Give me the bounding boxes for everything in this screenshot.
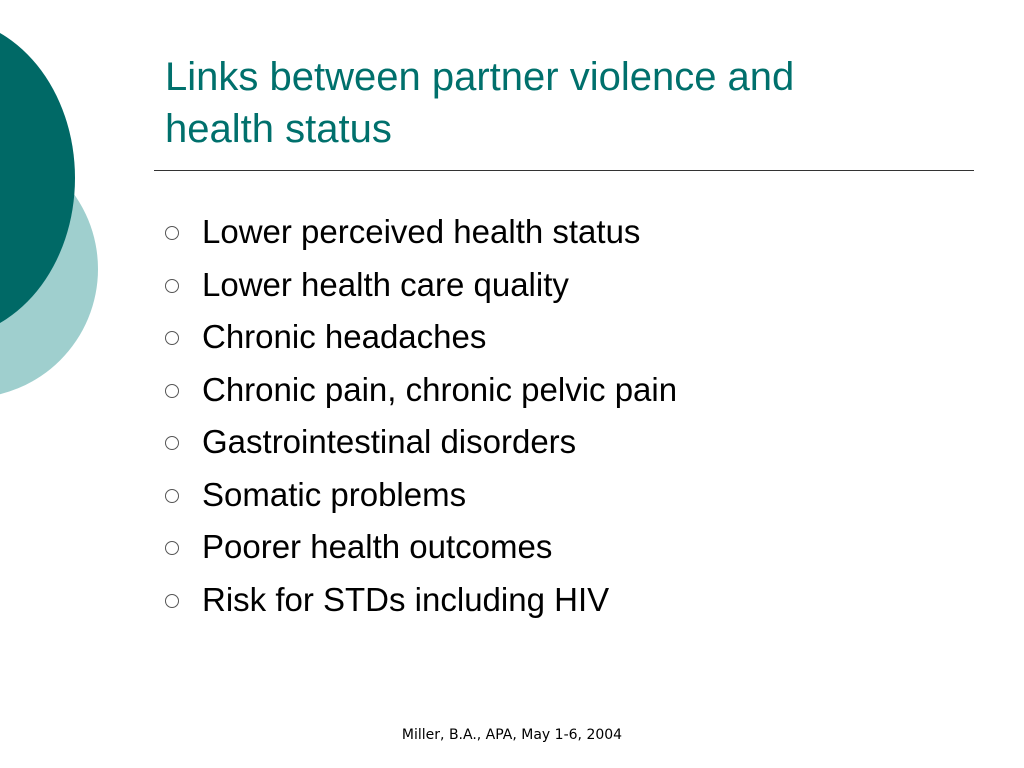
bullet-text: Risk for STDs including HIV (202, 580, 610, 618)
list-item (165, 364, 677, 417)
hollow-circle-bullet-icon (165, 226, 179, 240)
bullet-text: Gastrointestinal disorders (202, 423, 577, 461)
bullet-text: Poorer health outcomes (202, 528, 553, 566)
hollow-circle-bullet-icon (165, 541, 179, 555)
hollow-circle-bullet-icon (165, 331, 179, 345)
hollow-circle-bullet-icon (165, 279, 179, 293)
list-item (165, 311, 677, 364)
bullet-text: Lower health care quality (202, 265, 569, 303)
list-item (165, 416, 677, 469)
list-item (165, 259, 677, 312)
hollow-circle-bullet-icon (165, 436, 179, 450)
hollow-circle-bullet-icon (165, 489, 179, 503)
hollow-circle-bullet-icon (165, 384, 179, 398)
slide-title (165, 51, 965, 155)
bullet-text: Chronic pain, chronic pelvic pain (202, 370, 678, 408)
list-item (165, 521, 677, 574)
hollow-circle-bullet-icon (165, 594, 179, 608)
bullet-list (165, 206, 677, 626)
bullet-text: Somatic problems (202, 475, 467, 513)
title-divider (154, 170, 974, 171)
slide-title-line-1: Links between partner violence and (165, 55, 795, 99)
list-item (165, 574, 677, 627)
bullet-text: Lower perceived health status (202, 213, 641, 251)
slide-title-line-2: health status (165, 107, 392, 151)
footer-citation (0, 727, 1024, 743)
list-item (165, 206, 677, 259)
bullet-text: Chronic headaches (202, 318, 487, 356)
footer-text: Miller, B.A., APA, May 1-6, 2004 (401, 727, 623, 743)
list-item (165, 469, 677, 522)
